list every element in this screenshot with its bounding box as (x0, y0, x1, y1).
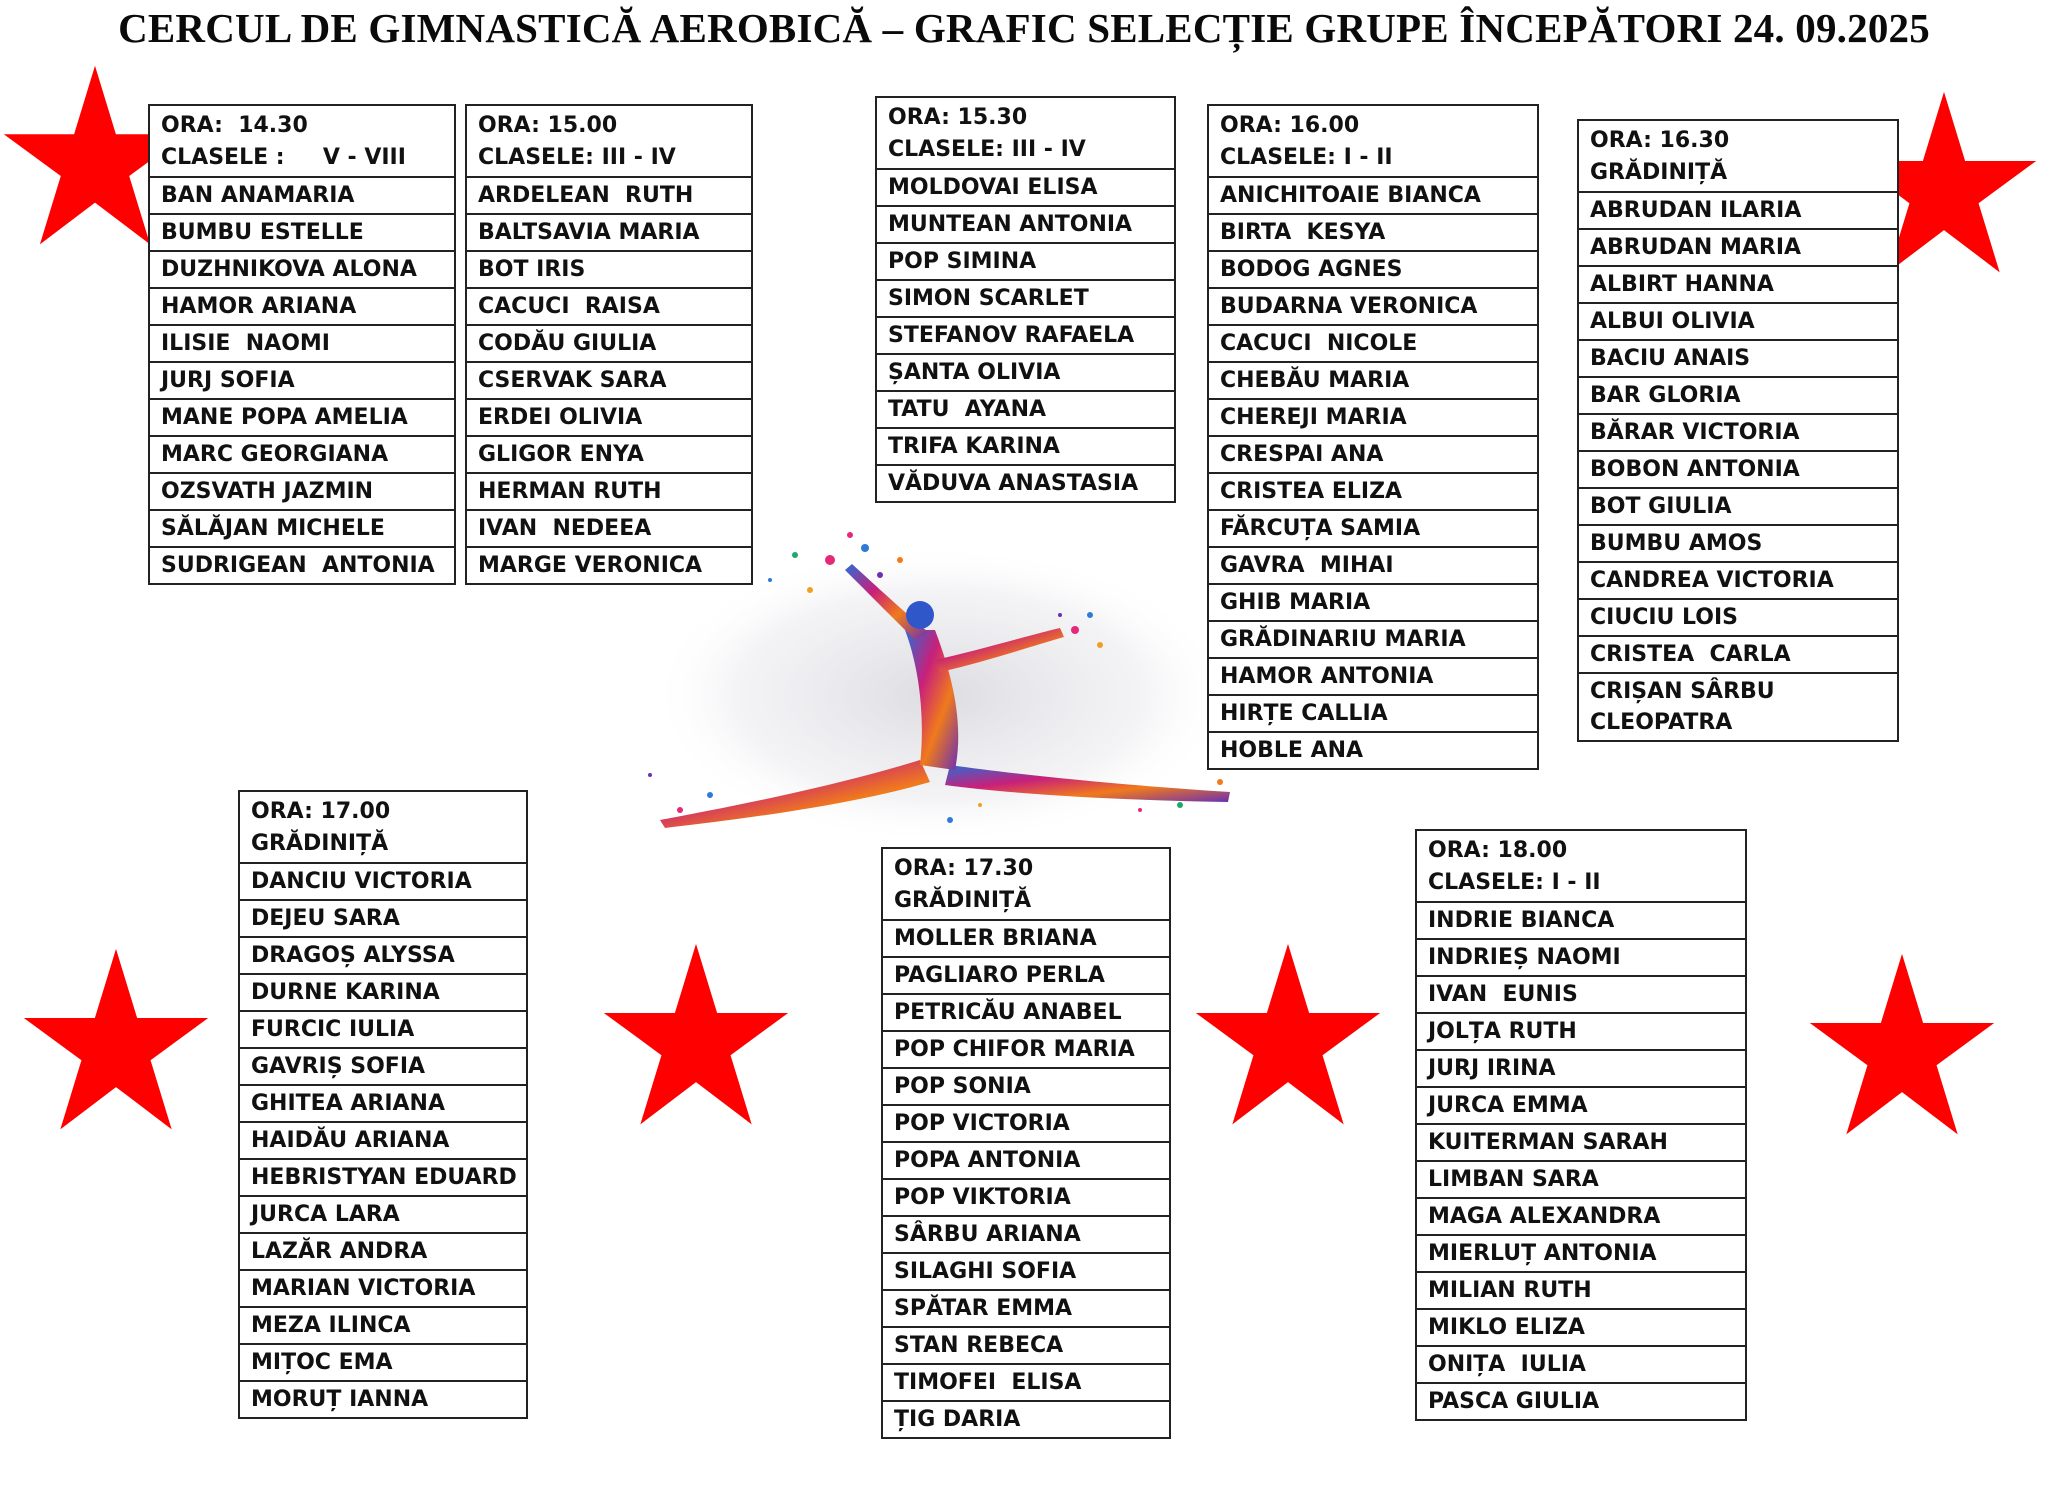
group-1730 (881, 847, 1171, 1439)
participant-name: MARIAN VICTORIA (240, 1271, 526, 1308)
participant-name: ALBUI OLIVIA (1579, 304, 1897, 341)
group-header (1579, 121, 1897, 193)
participant-name: CHEREJI MARIA (1209, 400, 1537, 437)
participant-name: LIMBAN SARA (1417, 1162, 1745, 1199)
participant-name: POP VICTORIA (883, 1106, 1169, 1143)
participant-name: HAIDĂU ARIANA (240, 1123, 526, 1160)
group-time: ORA: 17.00 (251, 799, 391, 824)
participant-name: BUMBU ESTELLE (150, 215, 454, 252)
participant-name: SUDRIGEAN ANTONIA (161, 553, 435, 578)
participant-name: DRAGOȘ ALYSSA (240, 938, 526, 975)
participant-name: BODOG AGNES (1209, 252, 1537, 289)
participant-name: JOLȚA RUTH (1417, 1014, 1745, 1051)
participant-name: IVAN EUNIS (1417, 977, 1745, 1014)
participant-name: BALTSAVIA MARIA (467, 215, 751, 252)
group-time: ORA: 16.00 (1220, 113, 1360, 138)
participant-name: HEBRISTYAN EDUARD (240, 1160, 526, 1197)
participant-name: ȚIG DARIA (894, 1407, 1021, 1432)
participant-name: MOLLER BRIANA (883, 921, 1169, 958)
group-1630 (1577, 119, 1899, 742)
participant-name: SPĂTAR EMMA (883, 1291, 1169, 1328)
participant-name: MILIAN RUTH (1417, 1273, 1745, 1310)
participant-name: MANE POPA AMELIA (150, 400, 454, 437)
page-title: CERCUL DE GIMNASTICĂ AEROBICĂ – GRAFIC SELECȚIE GRUPE ÎNCEPĂTORI 24. 09.2025 (118, 5, 1930, 51)
group-category: GRĂDINIȚĂ (1590, 160, 1728, 185)
participant-name: GRĂDINARIU MARIA (1209, 622, 1537, 659)
participant-name: TATU AYANA (877, 392, 1174, 429)
participant-name: CRISTEA ELIZA (1209, 474, 1537, 511)
participant-name: MAGA ALEXANDRA (1417, 1199, 1745, 1236)
participant-name: CSERVAK SARA (467, 363, 751, 400)
participant-name: BIRTA KESYA (1209, 215, 1537, 252)
participant-name: HOBLE ANA (1220, 738, 1364, 763)
group-1530 (875, 96, 1176, 503)
participant-name: ȘANTA OLIVIA (877, 355, 1174, 392)
participant-name: MUNTEAN ANTONIA (877, 207, 1174, 244)
participant-name: STEFANOV RAFAELA (877, 318, 1174, 355)
participant-name: BOBON ANTONIA (1579, 452, 1897, 489)
group-header (240, 792, 526, 864)
participant-name: ARDELEAN RUTH (467, 178, 751, 215)
participant-name: ANICHITOAIE BIANCA (1209, 178, 1537, 215)
group-category: CLASELE: III - IV (478, 145, 676, 170)
participant-name: BACIU ANAIS (1579, 341, 1897, 378)
participant-name: MEZA ILINCA (240, 1308, 526, 1345)
red-star-icon (20, 945, 212, 1137)
group-header (877, 98, 1174, 170)
participant-name: INDRIE BIANCA (1417, 903, 1745, 940)
participant-name: ABRUDAN MARIA (1579, 230, 1897, 267)
participant-name: GAVRA MIHAI (1209, 548, 1537, 585)
participant-name: FĂRCUȚA SAMIA (1209, 511, 1537, 548)
red-star-icon (1192, 940, 1384, 1132)
participant-name: MIȚOC EMA (240, 1345, 526, 1382)
participant-name: BUDARNA VERONICA (1209, 289, 1537, 326)
participant-name: CACUCI NICOLE (1209, 326, 1537, 363)
participant-name: MIKLO ELIZA (1417, 1310, 1745, 1347)
participant-name: ONIȚA IULIA (1417, 1347, 1745, 1384)
participant-name: MIERLUȚ ANTONIA (1417, 1236, 1745, 1273)
participant-name: ILISIE NAOMI (150, 326, 454, 363)
group-header (883, 849, 1169, 921)
participant-name: HAMOR ANTONIA (1209, 659, 1537, 696)
participant-name: PAGLIARO PERLA (883, 958, 1169, 995)
participant-name: GHIB MARIA (1209, 585, 1537, 622)
group-category: GRĂDINIȚĂ (251, 831, 389, 856)
participant-name: BOT IRIS (467, 252, 751, 289)
participant-name: GAVRIȘ SOFIA (240, 1049, 526, 1086)
participant-name: HAMOR ARIANA (150, 289, 454, 326)
participant-name: IVAN NEDEEA (467, 511, 751, 548)
participant-name: SĂLĂJAN MICHELE (150, 511, 454, 548)
group-time: ORA: 16.30 (1590, 128, 1730, 153)
group-time: ORA: 14.30 (161, 113, 308, 138)
participant-name: CODĂU GIULIA (467, 326, 751, 363)
participant-name: CRESPAI ANA (1209, 437, 1537, 474)
participant-name: CHEBĂU MARIA (1209, 363, 1537, 400)
participant-name: HIRȚE CALLIA (1209, 696, 1537, 733)
participant-name: MORUȚ IANNA (251, 1387, 429, 1412)
participant-name: JURCA EMMA (1417, 1088, 1745, 1125)
participant-name: MARGE VERONICA (478, 553, 703, 578)
participant-name: POPA ANTONIA (883, 1143, 1169, 1180)
group-header (467, 106, 751, 178)
participant-name: GHITEA ARIANA (240, 1086, 526, 1123)
participant-name: POP SONIA (883, 1069, 1169, 1106)
group-1800 (1415, 829, 1747, 1421)
group-header (1209, 106, 1537, 178)
participant-name: DUZHNIKOVA ALONA (150, 252, 454, 289)
participant-name: KUITERMAN SARAH (1417, 1125, 1745, 1162)
participant-name: CACUCI RAISA (467, 289, 751, 326)
red-star-icon (600, 940, 792, 1132)
group-category: GRĂDINIȚĂ (894, 888, 1032, 913)
participant-name: MARC GEORGIANA (150, 437, 454, 474)
participant-name: CRISTEA CARLA (1579, 637, 1897, 674)
participant-name: PETRICĂU ANABEL (883, 995, 1169, 1032)
participant-name: PASCA GIULIA (1428, 1389, 1600, 1414)
participant-name: DEJEU SARA (240, 901, 526, 938)
participant-name: POP SIMINA (877, 244, 1174, 281)
participant-name: INDRIEȘ NAOMI (1417, 940, 1745, 977)
participant-name: OZSVATH JAZMIN (150, 474, 454, 511)
group-category: CLASELE: III - IV (888, 137, 1086, 162)
participant-name: SÂRBU ARIANA (883, 1217, 1169, 1254)
participant-name: DANCIU VICTORIA (240, 864, 526, 901)
participant-name: TIMOFEI ELISA (883, 1365, 1169, 1402)
participant-name: MOLDOVAI ELISA (877, 170, 1174, 207)
participant-name: SILAGHI SOFIA (883, 1254, 1169, 1291)
group-1430 (148, 104, 456, 585)
red-star-icon (1806, 950, 1998, 1142)
participant-name: JURCA LARA (240, 1197, 526, 1234)
participant-name: TRIFA KARINA (877, 429, 1174, 466)
participant-name: VĂDUVA ANASTASIA (888, 471, 1139, 496)
participant-name: BUMBU AMOS (1579, 526, 1897, 563)
group-time: ORA: 15.00 (478, 113, 618, 138)
participant-name: BAN ANAMARIA (150, 178, 454, 215)
group-category: CLASELE: I - II (1428, 870, 1601, 895)
participant-name: JURJ SOFIA (150, 363, 454, 400)
participant-name: FURCIC IULIA (240, 1012, 526, 1049)
group-time: ORA: 15.30 (888, 105, 1028, 130)
group-1500 (465, 104, 753, 585)
participant-name: STAN REBECA (883, 1328, 1169, 1365)
participant-name: ERDEI OLIVIA (467, 400, 751, 437)
participant-name: HERMAN RUTH (467, 474, 751, 511)
participant-name: CRIȘAN SÂRBU CLEOPATRA (1590, 679, 1775, 735)
participant-name: LAZĂR ANDRA (240, 1234, 526, 1271)
participant-name: DURNE KARINA (240, 975, 526, 1012)
participant-name: ALBIRT HANNA (1579, 267, 1897, 304)
participant-name: GLIGOR ENYA (467, 437, 751, 474)
participant-name: CANDREA VICTORIA (1579, 563, 1897, 600)
group-1700 (238, 790, 528, 1419)
participant-name: CIUCIU LOIS (1579, 600, 1897, 637)
group-category: CLASELE: I - II (1220, 145, 1393, 170)
participant-name: POP VIKTORIA (883, 1180, 1169, 1217)
participant-name: BĂRAR VICTORIA (1579, 415, 1897, 452)
participant-name: JURJ IRINA (1417, 1051, 1745, 1088)
participant-name: ABRUDAN ILARIA (1579, 193, 1897, 230)
group-1600 (1207, 104, 1539, 770)
group-header (1417, 831, 1745, 903)
participant-name: POP CHIFOR MARIA (883, 1032, 1169, 1069)
participant-name: BAR GLORIA (1579, 378, 1897, 415)
group-category: CLASELE : V - VIII (161, 145, 406, 170)
group-time: ORA: 18.00 (1428, 838, 1568, 863)
participant-name: BOT GIULIA (1579, 489, 1897, 526)
group-header (150, 106, 454, 178)
participant-name: SIMON SCARLET (877, 281, 1174, 318)
group-time: ORA: 17.30 (894, 856, 1034, 881)
